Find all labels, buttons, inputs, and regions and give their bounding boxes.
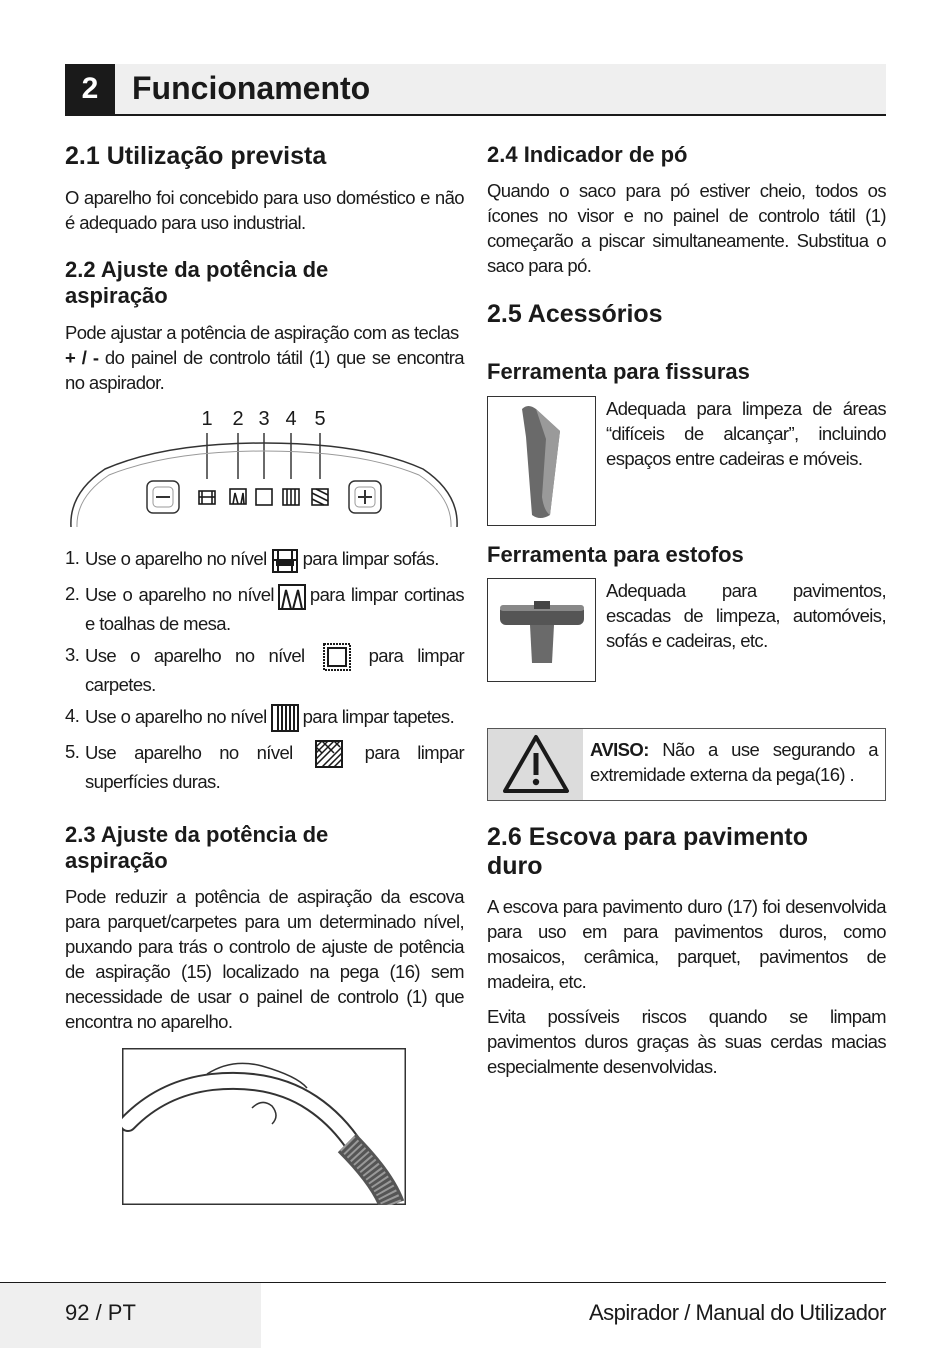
panel-sofa-icon bbox=[199, 491, 215, 504]
sofa-icon bbox=[270, 545, 300, 575]
panel-number-3: 3 bbox=[258, 407, 270, 430]
upholstery-tool-body: Adequada para pavimentos, escadas de limpeza, automóveis, sofás e cadeiras, etc. bbox=[606, 579, 886, 651]
panel-number-1: 1 bbox=[201, 407, 213, 430]
keys-label: + / - bbox=[65, 346, 99, 368]
section-2-6-body-1: A escova para pavimento duro (17) foi desenvolvida para uso em para pavimentos duros, como mosaicos, cerâmica, parquet, pavimentos de madeira, etc. bbox=[487, 896, 886, 993]
chapter-header bbox=[65, 64, 886, 116]
left-column bbox=[65, 142, 464, 1205]
curtain-icon bbox=[277, 581, 307, 611]
section-2-5-title: 2.5 Acessórios bbox=[487, 300, 663, 329]
warning-triangle-icon bbox=[488, 729, 583, 800]
panel-number-5: 5 bbox=[314, 407, 326, 430]
rug-icon bbox=[270, 703, 300, 733]
chapter-number: 2 bbox=[65, 64, 115, 114]
crevice-tool-body: Adequada para limpeza de áreas “difíceis de alcançar”, incluindo espaços entre cadeiras e móveis. bbox=[606, 397, 886, 469]
panel-number-2: 2 bbox=[232, 407, 244, 430]
level-list bbox=[65, 545, 464, 794]
section-2-2-title: 2.2 Ajuste da potência de aspiração bbox=[65, 256, 329, 309]
page-number: 92 / PT bbox=[65, 1300, 136, 1325]
hard-floor-icon bbox=[314, 739, 344, 769]
warning-box bbox=[487, 728, 886, 801]
section-2-1-body: O aparelho foi concebido para uso doméstico e não é adequado para uso industrial. bbox=[65, 186, 464, 233]
document-title: Aspirador / Manual do Utilizador bbox=[588, 1300, 886, 1325]
chapter-title: Funcionamento bbox=[132, 70, 371, 106]
section-2-1-title: 2.1 Utilização prevista bbox=[65, 142, 327, 170]
crevice-tool-title: Ferramenta para fissuras bbox=[487, 359, 750, 385]
plus-button-icon bbox=[349, 481, 381, 513]
section-2-6-body-2: Evita possíveis riscos quando se limpam pavimentos duros graças às suas cerdas macias especialmente desenvolvidas. bbox=[487, 1006, 886, 1078]
crevice-tool-image bbox=[487, 396, 596, 526]
list-item: 5. Use aparelho no nível para limpar superfícies duras. bbox=[65, 740, 465, 792]
list-item: 4. Use o aparelho no nível para limpar tapetes. bbox=[65, 703, 464, 733]
handle-illustration bbox=[122, 1048, 406, 1205]
list-item: 2. Use o aparelho no nível para limpar cortinas e toalhas de mesa. bbox=[65, 582, 464, 634]
section-2-4-body: Quando o saco para pó estiver cheio, todos os ícones no visor e no painel de controlo tátil (1) começarão a piscar simultaneamente. Substitua o saco para pó. bbox=[487, 180, 886, 277]
list-item: 1. Use o aparelho no nível para limpar sofás. bbox=[65, 545, 464, 575]
section-2-3-title: 2.3 Ajuste da potência de aspiração bbox=[65, 821, 329, 873]
upholstery-tool-title: Ferramenta para estofos bbox=[487, 541, 744, 567]
upholstery-tool-image bbox=[487, 578, 596, 682]
footer-rule bbox=[0, 1282, 886, 1283]
minus-button-icon bbox=[147, 481, 179, 513]
list-item: 3. Use o aparelho no nível para limpar carpetes. bbox=[65, 643, 465, 695]
section-2-2-body: Pode ajustar a potência de aspiração com as teclas + / - do painel de controlo tátil (1) que se encontra no aspirador. bbox=[65, 321, 464, 393]
right-column bbox=[487, 142, 886, 1079]
panel-number-4: 4 bbox=[285, 407, 297, 430]
upholstery-tool-block bbox=[487, 578, 886, 682]
section-2-6-title: 2.6 Escova para pavimento duro bbox=[487, 822, 808, 880]
carpet-icon bbox=[322, 642, 352, 672]
section-2-3-body: Pode reduzir a potência de aspiração da escova para parquet/carpetes para um determinado nível, puxando para trás o controlo de ajuste de potência de aspiração (15) localizado na pega (16) sem necessidade de usar o painel de controlo (1) que encontra no aparelho. bbox=[65, 886, 464, 1033]
section-2-4-title: 2.4 Indicador de pó bbox=[487, 142, 688, 167]
panel-curtain-icon bbox=[230, 489, 246, 504]
panel-hard-floor-icon bbox=[312, 489, 328, 505]
warning-text: AVISO: Não a use segurando a extremidade externa da pega(16) . bbox=[590, 738, 878, 785]
crevice-tool-block bbox=[487, 396, 886, 526]
warning-label: AVISO: bbox=[590, 738, 649, 760]
control-panel-illustration bbox=[65, 403, 464, 531]
panel-carpet-icon bbox=[256, 489, 272, 505]
panel-rug-icon bbox=[283, 489, 299, 505]
